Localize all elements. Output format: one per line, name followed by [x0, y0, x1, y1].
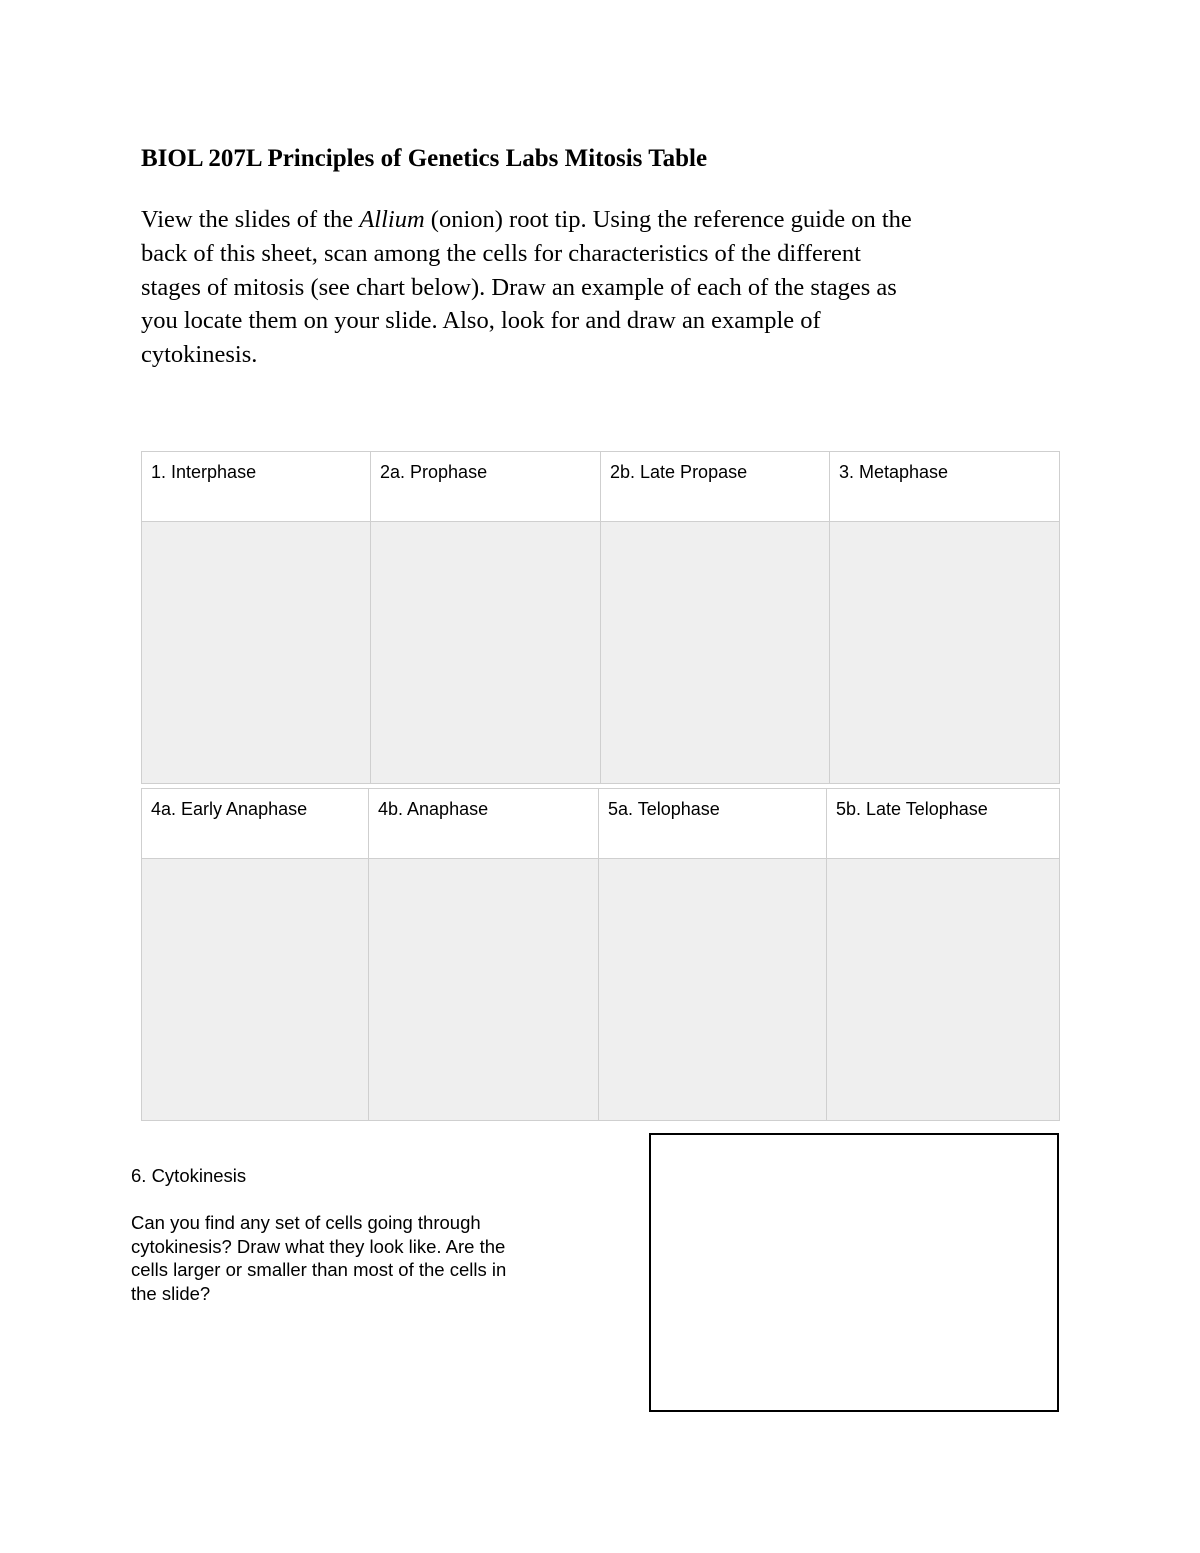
stage-label-late-prophase: 2b. Late Propase: [610, 462, 748, 482]
instructions-line-1-end: (onion) root tip. Using the reference guide on the: [424, 206, 912, 233]
stage-label-cell: [599, 789, 827, 859]
stage-label-telophase: 5a. Telophase: [608, 799, 720, 819]
stage-label-metaphase: 3. Metaphase: [839, 462, 949, 482]
stage-label-early-anaphase: 4a. Early Anaphase: [151, 799, 308, 819]
cytokinesis-heading: 6. Cytokinesis: [131, 1165, 247, 1186]
mitosis-table-bottom: [141, 788, 1060, 1121]
stage-label-cell: [142, 452, 371, 522]
stage-label-interphase: 1. Interphase: [151, 462, 257, 482]
table-label-row: [142, 452, 1060, 522]
stage-label-anaphase: 4b. Anaphase: [378, 799, 489, 819]
allium-italic: Allium: [359, 206, 425, 233]
drawing-area-interphase[interactable]: [142, 522, 371, 784]
drawing-area-telophase[interactable]: [599, 859, 827, 1121]
stage-label-prophase: 2a. Prophase: [380, 462, 488, 482]
table-label-row: [142, 789, 1060, 859]
instructions-line-1: [141, 203, 1071, 237]
stage-label-cell: [142, 789, 369, 859]
instructions-line-2: back of this sheet, scan among the cells for characteristics of the different: [141, 239, 861, 267]
table-drawing-row: [142, 522, 1060, 784]
stage-label-late-telophase: 5b. Late Telophase: [836, 799, 988, 819]
drawing-area-early-anaphase[interactable]: [142, 859, 369, 1121]
cytokinesis-question-line: cytokinesis? Draw what they look like. Are the: [131, 1235, 506, 1257]
stage-label-cell: [601, 452, 830, 522]
drawing-area-prophase[interactable]: [371, 522, 601, 784]
instructions-line-1-start: View the slides of the: [141, 206, 360, 233]
stage-label-cell: [369, 789, 599, 859]
page-title: BIOL 207L Principles of Genetics Labs Mitosis Table: [141, 145, 708, 172]
cytokinesis-question: [131, 1211, 611, 1305]
cytokinesis-drawing-box[interactable]: [649, 1133, 1059, 1412]
instructions-paragraph: [141, 203, 1071, 372]
stage-label-cell: [830, 452, 1060, 522]
drawing-area-late-prophase[interactable]: [601, 522, 830, 784]
instructions-line-3: stages of mitosis (see chart below). Draw an example of each of the stages as: [141, 273, 897, 301]
drawing-area-anaphase[interactable]: [369, 859, 599, 1121]
stage-label-cell: [827, 789, 1060, 859]
instructions-line-4: you locate them on your slide. Also, look for and draw an example of: [141, 307, 821, 335]
instructions-line-5: cytokinesis.: [141, 341, 258, 369]
cytokinesis-question-line: the slide?: [131, 1282, 211, 1304]
mitosis-table-top: [141, 451, 1060, 784]
drawing-area-metaphase[interactable]: [830, 522, 1060, 784]
cytokinesis-question-line: Can you find any set of cells going through: [131, 1212, 481, 1233]
stage-label-cell: [371, 452, 601, 522]
cytokinesis-question-line: cells larger or smaller than most of the cells in: [131, 1259, 507, 1281]
table-drawing-row: [142, 859, 1060, 1121]
drawing-area-late-telophase[interactable]: [827, 859, 1060, 1121]
